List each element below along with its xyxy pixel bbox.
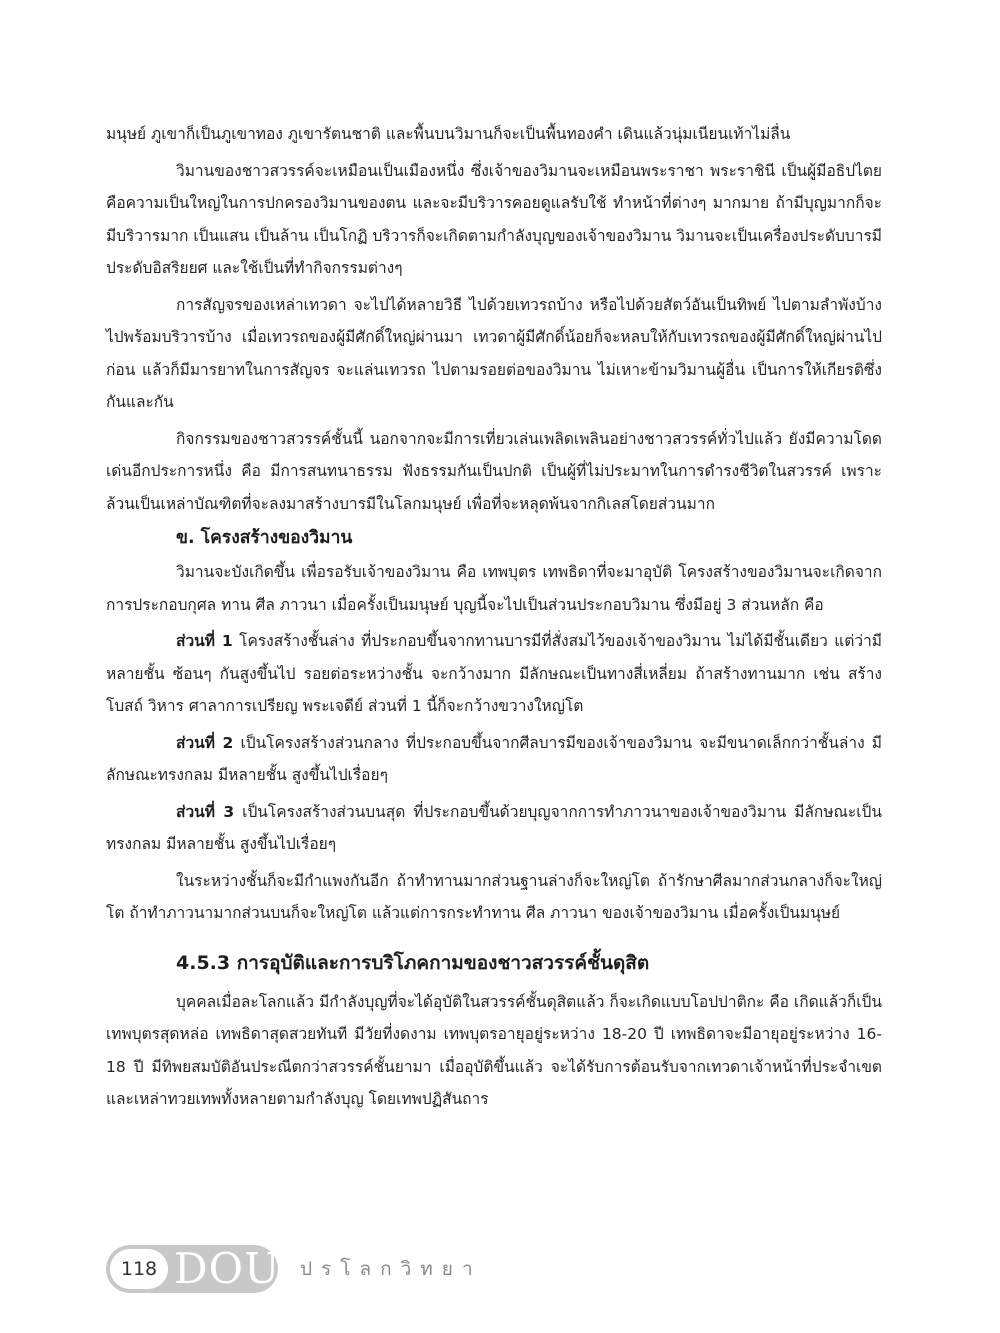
paragraph-part-3: [106, 796, 882, 861]
paragraph-part-1: [106, 625, 882, 723]
subheading-vimana-structure: ข. โครงสร้างของวิมาน: [176, 528, 353, 548]
paragraph-vimana-city: วิมานของชาวสวรรค์จะเหมือนเป็นเมืองหนึ่ง ซึ่งเจ้าของวิมานจะเหมือนพระราชา พระราชินี เป็นผู้มีอธิปไตย คือความเป็นใหญ่ในการปกครองวิมานของตน และจะมีบริวารคอยดูแลรับใช้ ทำหน้าที่ต่างๆ มากมาย ถ้ามีบุญมากก็จะมีบริวารมาก เป็นแสน เป็นล้าน เป็นโกฏิ บริวารก็จะเกิดตามกำลังบุญของเจ้าของวิมาน วิมานจะเป็นเครื่องประดับบารมี ประดับอิสริยยศ และใช้เป็นที่ทำกิจกรรมต่างๆ: [106, 161, 882, 277]
part-1-label: ส่วนที่ 1: [176, 632, 233, 650]
part-2-label: ส่วนที่ 2: [176, 733, 234, 752]
part-2-text: เป็นโครงสร้างส่วนกลาง ที่ประกอบขึ้นจากศีลบารมีของเจ้าของวิมาน จะมีขนาดเล็กกว่าชั้นล่าง มีลักษณะทรงกลม มีหลายชั้น สูงขึ้นไปเรื่อยๆ: [106, 733, 882, 784]
paragraph-activities: กิจกรรมของชาวสวรรค์ชั้นนี้ นอกจากจะมีการเที่ยวเล่นเพลิดเพลินอย่างชาวสวรรค์ทั่วไปแล้ว ยังมีความโดดเด่นอีกประการหนึ่ง คือ มีการสนทนาธรรม ฟังธรรมกันเป็นปกติ เป็นผู้ที่ไม่ประมาทในการดำรงชีวิตในสวรรค์ เพราะล้วนเป็นเหล่าบัณฑิตที่จะลงมาสร้างบารมีในโลกมนุษย์ เพื่อที่จะหลุดพ้นจากกิเลสโดยส่วนมาก: [106, 429, 882, 513]
paragraph-continuation: มนุษย์ ภูเขาก็เป็นภูเขาทอง ภูเขารัตนชาติ และพื้นบนวิมานก็จะเป็นพื้นทองคำ เดินแล้วนุ่มเนียนเท้าไม่ลื่น: [106, 125, 791, 143]
paragraph-structure-outro: ในระหว่างชั้นก็จะมีกำแพงกันอีก ถ้าทำทานมากส่วนฐานล่างก็จะใหญ่โต ถ้ารักษาศีลมากส่วนกลางก็จะใหญ่โต ถ้าทำภาวนามากส่วนบนก็จะใหญ่โต แล้วแต่การกระทำทาน ศีล ภาวนา ของเจ้าของวิมาน เมื่อครั้งเป็นมนุษย์: [106, 871, 882, 922]
part-1-text: โครงสร้างชั้นล่าง ที่ประกอบขึ้นจากทานบารมีที่สั่งสมไว้ของเจ้าของวิมาน ไม่ได้มีชั้นเดียว แต่ว่ามีหลายชั้น ซ้อนๆ กันสูงขึ้นไป รอยต่อระหว่างชั้น จะกว้างมาก มีลักษณะเป็นทางสี่เหลี่ยม ถ้าสร้างทานมาก เช่น สร้างโบสถ์ วิหาร ศาลาการเปรียญ พระเจดีย์ ส่วนที่ 1 นี้ก็จะกว้างขวางใหญ่โต: [106, 632, 882, 715]
paragraph-part-2: [106, 727, 882, 792]
paragraph-birth: บุคคลเมื่อละโลกแล้ว มีกำลังบุญที่จะได้อุบัติในสวรรค์ชั้นดุสิตแล้ว ก็จะเกิดแบบโอปปาติกะ คือ เกิดแล้วก็เป็นเทพบุตรสุดหล่อ เทพธิดาสุดสวยทันที มีวัยที่งดงาม เทพบุตรอายุอยู่ระหว่าง 18-20 ปี เทพธิดาจะมีอายุอยู่ระหว่าง 16-18 ปี มีทิพยสมบัติอันประณีตกว่าสวรรค์ชั้นยามา เมื่ออุบัติขึ้นแล้ว จะได้รับการต้อนรับจากเทวดาเจ้าหน้าที่ประจำเขต และเหล่าทวยเทพทั้งหลายตามกำลังบุญ โดยเทพปฏิสันถาร: [106, 992, 882, 1108]
page-body: [106, 118, 882, 1120]
paragraph-travel: การสัญจรของเหล่าเทวดา จะไปได้หลายวิธี ไปด้วยเทวรถบ้าง หรือไปด้วยสัตว์อันเป็นทิพย์ ไปตามลำพังบ้าง ไปพร้อมบริวารบ้าง เมื่อเทวรถของผู้มีศักดิ์ใหญ่ผ่านมา เทวดาผู้มีศักดิ์น้อยก็จะหลบให้กับเทวรถของผู้มีศักดิ์ใหญ่ผ่านไปก่อน แล้วก็มีมารยาทในการสัญจร จะแล่นเทวรถ ไปตามรอยต่อของวิมาน ไม่เหาะข้ามวิมานผู้อื่น เป็นการให้เกียรติซึ่งกันและกัน: [106, 295, 882, 411]
part-3-label: ส่วนที่ 3: [176, 802, 235, 821]
page-footer: [106, 1243, 706, 1295]
page-number: 118: [110, 1249, 168, 1289]
part-3-text: เป็นโครงสร้างส่วนบนสุด ที่ประกอบขึ้นด้วยบุญจากการทำภาวนาของเจ้าของวิมาน มีลักษณะเป็นทรงกลม มีหลายชั้น สูงขึ้นไปเรื่อยๆ: [106, 802, 882, 853]
book-title: ปรโลกวิทยา: [300, 1258, 482, 1280]
dou-logo: DOU: [174, 1244, 281, 1293]
paragraph-structure-intro: วิมานจะบังเกิดขึ้น เพื่อรอรับเจ้าของวิมาน คือ เทพบุตร เทพธิดาที่จะมาอุบัติ โครงสร้างของวิมานจะเกิดจากการประกอบกุศล ทาน ศีล ภาวนา เมื่อครั้งเป็นมนุษย์ บุญนี้จะไปเป็นส่วนประกอบวิมาน ซึ่งมีอยู่ 3 ส่วนหลัก คือ: [106, 563, 882, 614]
section-heading-4-5-3: 4.5.3 การอุบัติและการบริโภคกามของชาวสวรรค์ชั้นดุสิต: [176, 951, 650, 974]
